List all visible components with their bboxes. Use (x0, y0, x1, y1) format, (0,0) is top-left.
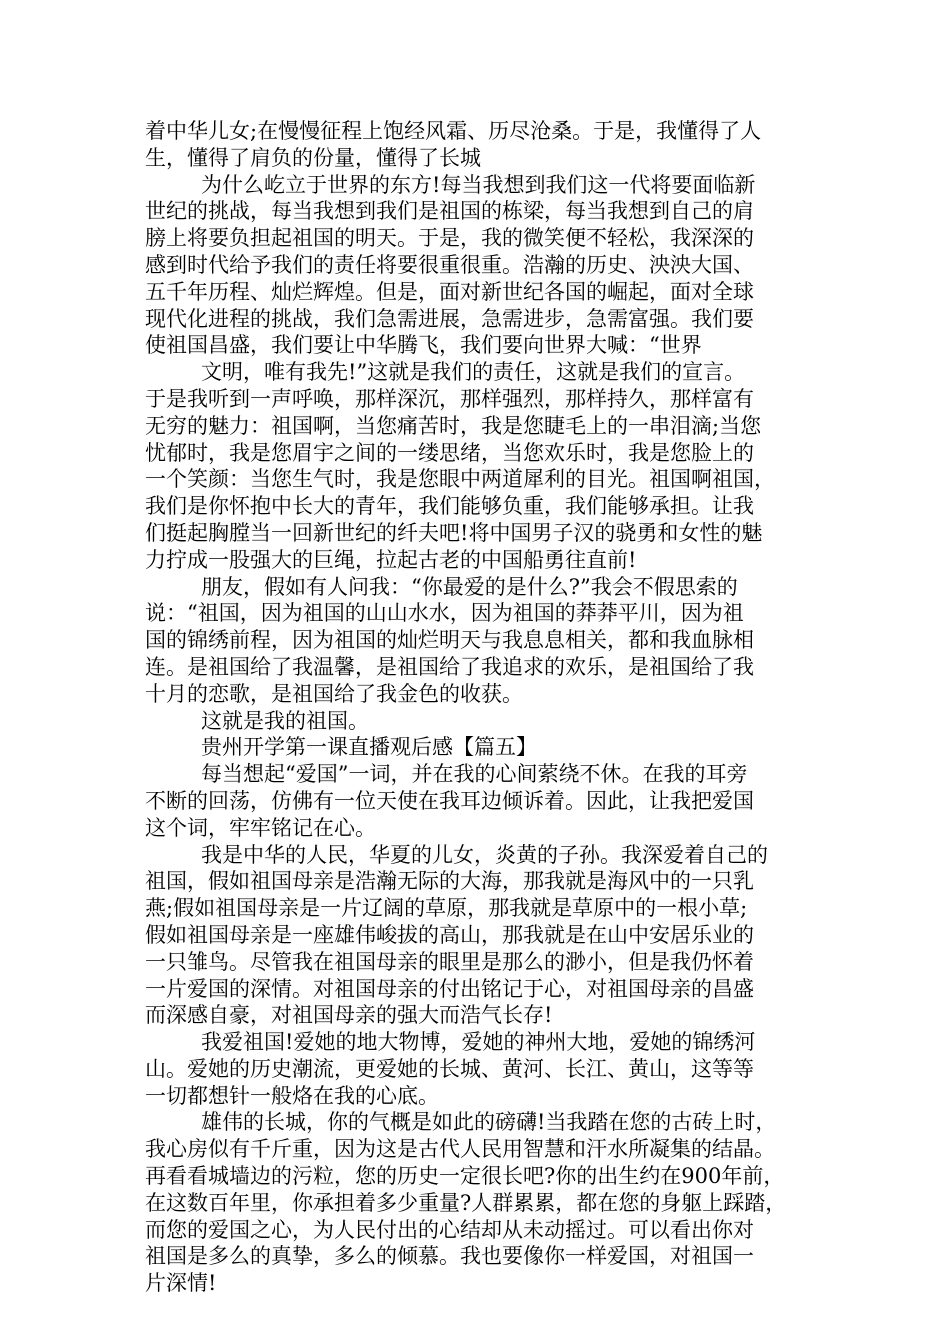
text-line: 着中华儿女;在慢慢征程上饱经风霜、历尽沧桑。于是，我懂得了人 (145, 119, 762, 143)
text-line: 祖国是多么的真挚，多么的倾慕。我也要像你一样爱国，对祖国一 (145, 1244, 754, 1269)
text-line: 雄伟的长城，你的气概是如此的磅礴!当我踏在您的古砖上时， (201, 1110, 777, 1135)
text-line: 无穷的魅力：祖国啊，当您痛苦时，我是您睫毛上的一串泪滴;当您 (145, 413, 762, 438)
text-line: 国的锦绣前程，因为祖国的灿烂明天与我息息相关，都和我血脉相 (145, 628, 754, 653)
text-line: 生，懂得了肩负的份量，懂得了长城 (145, 145, 481, 170)
text-line: 不断的回荡，仿佛有一位天使在我耳边倾诉着。因此，让我把爱国 (145, 788, 754, 813)
text-line: 世纪的挑战，每当我想到我们是祖国的栋梁，每当我想到自己的肩 (145, 199, 754, 224)
text-line: 山。爱她的历史潮流，更爱她的长城、黄河、长江、黄山，这等等 (145, 1056, 754, 1081)
text-line: 而您的爱国之心，为人民付出的心结却从未动摇过。可以看出你对 (145, 1217, 754, 1242)
text-line: 假如祖国母亲是一座雄伟峻拔的高山，那我就是在山中安居乐业的 (145, 922, 754, 947)
text-line: 再看看城墙边的污粒，您的历史一定很长吧?你的出生约在900年前， (145, 1164, 785, 1189)
document-body (145, 118, 825, 1297)
text-line: 现代化进程的挑战，我们急需进展，急需进步，急需富强。我们要 (145, 306, 754, 331)
text-line: 们挺起胸膛当一回新世纪的纤夫吧!将中国男子汉的骁勇和女性的魅 (145, 520, 763, 545)
text-line: 贵州开学第一课直播观后感【篇五】 (201, 735, 537, 760)
text-line: 我是中华的人民，华夏的儿女，炎黄的子孙。我深爱着自己的 (201, 842, 768, 867)
text-line: 这个词，牢牢铭记在心。 (145, 815, 376, 840)
text-line: 这就是我的祖国。 (201, 708, 369, 733)
text-line: 而深感自豪，对祖国母亲的强大而浩气长存! (145, 1003, 553, 1028)
text-line: 一个笑颜：当您生气时，我是您眼中两道犀利的目光。祖国啊祖国， (145, 467, 775, 492)
text-line: 燕;假如祖国母亲是一片辽阔的草原，那我就是草原中的一根小草; (145, 896, 748, 921)
text-line: 我心房似有千斤重，因为这是古代人民用智慧和汗水所凝集的结晶。 (145, 1137, 775, 1162)
text-line: 于是我听到一声呼唤，那样深沉，那样强烈，那样持久，那样富有 (145, 386, 754, 411)
text-line: 在这数百年里，你承担着多少重量?人群累累，都在您的身躯上踩踏， (145, 1190, 787, 1215)
text-line: 朋友，假如有人问我：“你最爱的是什么?”我会不假思索的 (201, 574, 738, 599)
text-line: 膀上将要负担起祖国的明天。于是，我的微笑便不轻松，我深深的 (145, 226, 754, 251)
text-line: 感到时代给予我们的责任将要很重很重。浩瀚的历史、泱泱大国、 (145, 252, 754, 277)
text-line: 连。是祖国给了我温馨，是祖国给了我追求的欢乐，是祖国给了我 (145, 654, 754, 679)
text-line: 祖国，假如祖国母亲是浩瀚无际的大海，那我就是海风中的一只乳 (145, 869, 754, 894)
text-line: 五千年历程、灿烂辉煌。但是，面对新世纪各国的崛起，面对全球 (145, 279, 754, 304)
text-line: 一切都想针一般烙在我的心底。 (145, 1083, 439, 1108)
text-line: 力拧成一股强大的巨绳，拉起古老的中国船勇往直前! (145, 547, 637, 572)
text-line: 一只雏鸟。尽管我在祖国母亲的眼里是那么的渺小，但是我仍怀着 (145, 949, 754, 974)
text-line: 十月的恋歌，是祖国给了我金色的收获。 (145, 681, 523, 706)
text-line: 我们是你怀抱中长大的青年，我们能够负重，我们能够承担。让我 (145, 494, 754, 519)
text-line: 为什么屹立于世界的东方!每当我想到我们这一代将要面临新 (201, 172, 756, 197)
text-line: 每当想起“爱国”一词，并在我的心间萦绕不休。在我的耳旁 (201, 762, 748, 787)
text-line: 片深情! (145, 1271, 217, 1296)
text-line: 使祖国昌盛，我们要让中华腾飞，我们要向世界大喊：“世界 (145, 333, 702, 358)
text-line: 我爱祖国!爱她的地大物博，爱她的神州大地，爱她的锦绣河 (201, 1030, 756, 1055)
text-line: 忧郁时，我是您眉宇之间的一缕思绪，当您欢乐时，我是您脸上的 (145, 440, 754, 465)
text-line: 说：“祖国，因为祖国的山山水水，因为祖国的莽莽平川，因为祖 (145, 601, 744, 626)
text-line: 文明，唯有我先!”这就是我们的责任，这就是我们的宣言。 (201, 360, 746, 385)
text-line: 一片爱国的深情。对祖国母亲的付出铭记于心，对祖国母亲的昌盛 (145, 976, 754, 1001)
